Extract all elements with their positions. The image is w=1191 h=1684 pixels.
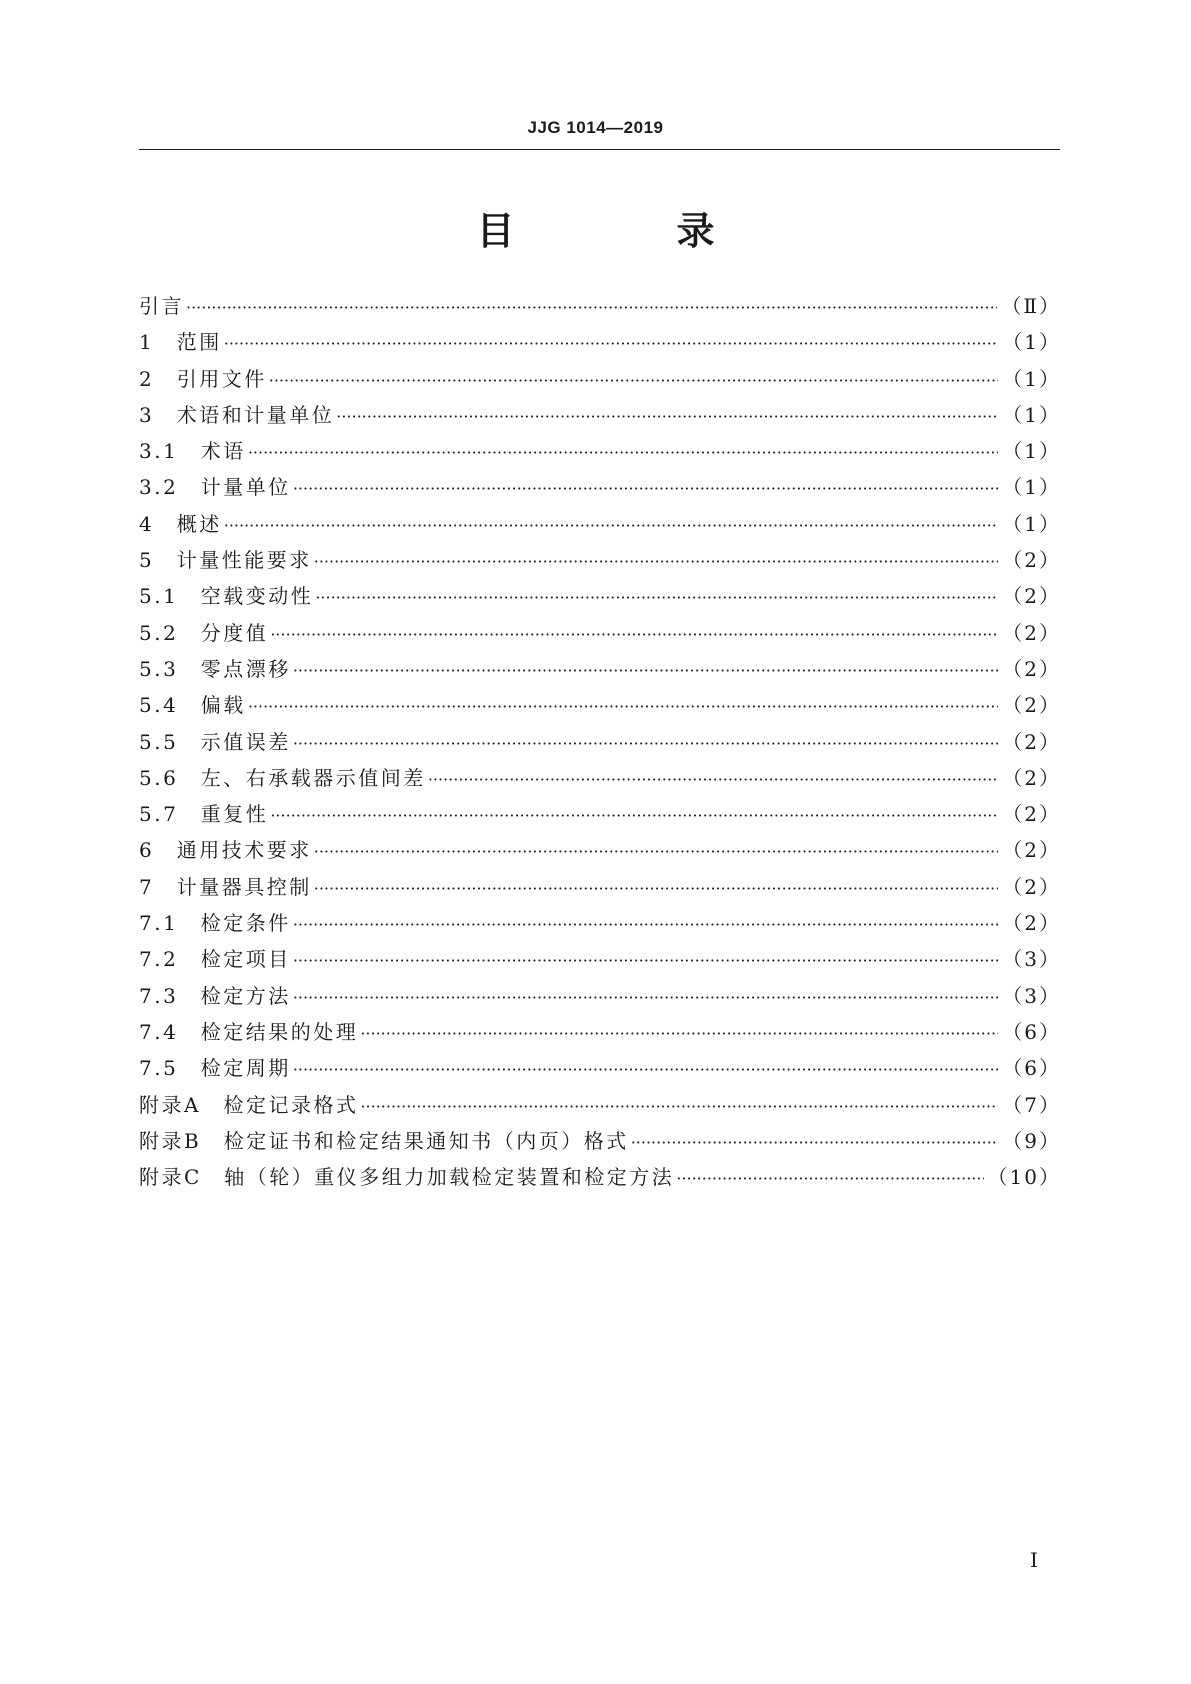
toc-entry-page: （2）: [1002, 802, 1061, 827]
toc-entry-label: 5.3 零点漂移: [139, 656, 291, 681]
toc-entry-label: 4 概述: [139, 511, 222, 536]
toc-entry-page: （1）: [1002, 330, 1061, 355]
toc-entry[interactable]: [139, 760, 1061, 796]
toc-entry[interactable]: [139, 832, 1061, 868]
toc-entry[interactable]: [139, 469, 1061, 505]
table-of-contents: [139, 288, 1061, 1195]
toc-entry-label: 5.5 示值误差: [139, 729, 291, 754]
dot-leader: [676, 1161, 983, 1197]
dot-leader: [269, 363, 999, 399]
toc-entry-label: 5.2 分度值: [139, 620, 269, 645]
toc-entry-page: （1）: [1002, 511, 1061, 536]
toc-entry-label: 6 通用技术要求: [139, 838, 312, 863]
toc-entry-page: （1）: [1002, 402, 1061, 427]
toc-entry-label: 7.4 检定结果的处理: [139, 1019, 359, 1044]
toc-entry-label: 引言: [139, 294, 184, 318]
toc-title: 目 录: [476, 209, 777, 253]
dot-leader: [293, 943, 998, 979]
dot-leader: [293, 653, 998, 689]
toc-entry-page: （6）: [1002, 1056, 1061, 1081]
toc-entry[interactable]: [139, 433, 1061, 469]
toc-entry-label: 7.1 检定条件: [139, 911, 291, 936]
toc-entry[interactable]: [139, 1159, 1061, 1195]
standard-number-header: JJG 1014—2019: [527, 118, 664, 137]
dot-leader: [270, 798, 998, 834]
toc-entry-page: （1）: [1002, 475, 1061, 500]
toc-entry[interactable]: [139, 506, 1061, 542]
page-number: Ⅰ: [1030, 1548, 1038, 1572]
dot-leader: [248, 435, 998, 471]
dot-leader: [314, 871, 999, 907]
toc-entry[interactable]: [139, 578, 1061, 614]
toc-entry-page: （2）: [1002, 548, 1061, 573]
dot-leader: [293, 907, 998, 943]
toc-entry-label: 附录A 检定记录格式: [139, 1092, 359, 1117]
dot-leader: [224, 326, 999, 362]
toc-entry[interactable]: [139, 615, 1061, 651]
toc-entry-label: 5.7 重复性: [139, 802, 269, 827]
toc-entry-page: （Ⅱ）: [1001, 294, 1061, 318]
toc-entry-page: （6）: [1002, 1019, 1061, 1044]
toc-entry[interactable]: [139, 361, 1061, 397]
toc-entry-page: （7）: [1002, 1092, 1061, 1117]
toc-entry-label: 3.2 计量单位: [139, 475, 291, 500]
dot-leader: [293, 1052, 998, 1088]
toc-entry-label: 3 术语和计量单位: [139, 402, 335, 427]
toc-entry[interactable]: [139, 542, 1061, 578]
toc-entry-label: 5.4 偏载: [139, 693, 246, 718]
dot-leader: [315, 580, 998, 616]
dot-leader: [314, 544, 999, 580]
toc-entry[interactable]: [139, 397, 1061, 433]
toc-entry-page: （3）: [1002, 983, 1061, 1008]
toc-entry[interactable]: [139, 905, 1061, 941]
toc-entry-page: （2）: [1002, 838, 1061, 863]
toc-entry-label: 5.1 空载变动性: [139, 584, 314, 609]
toc-entry-label: 7.5 检定周期: [139, 1056, 291, 1081]
toc-entry-label: 5 计量性能要求: [139, 548, 312, 573]
toc-entry[interactable]: [139, 978, 1061, 1014]
toc-entry-page: （2）: [1002, 765, 1061, 790]
toc-entry-label: 附录B 检定证书和检定结果通知书（内页）格式: [139, 1128, 629, 1153]
toc-entry-label: 附录C 轴（轮）重仪多组力加载检定装置和检定方法: [139, 1165, 675, 1190]
toc-entry-label: 1 范围: [139, 330, 222, 355]
dot-leader: [360, 1089, 998, 1125]
toc-entry[interactable]: [139, 869, 1061, 905]
toc-entry[interactable]: [139, 687, 1061, 723]
dot-leader: [186, 290, 997, 326]
toc-entry[interactable]: [139, 724, 1061, 760]
toc-entry-page: （1）: [1002, 366, 1061, 391]
toc-entry[interactable]: [139, 1014, 1061, 1050]
toc-entry-label: 2 引用文件: [139, 366, 267, 391]
toc-entry[interactable]: [139, 1123, 1061, 1159]
dot-leader: [293, 471, 998, 507]
toc-entry-page: （2）: [1002, 729, 1061, 754]
toc-entry-page: （9）: [1002, 1128, 1061, 1153]
toc-entry-label: 7.2 检定项目: [139, 947, 291, 972]
dot-leader: [248, 689, 998, 725]
toc-entry-page: （2）: [1002, 874, 1061, 899]
dot-leader: [293, 980, 998, 1016]
dot-leader: [314, 834, 999, 870]
toc-entry[interactable]: [139, 1050, 1061, 1086]
toc-entry-page: （2）: [1002, 584, 1061, 609]
toc-entry-label: 7.3 检定方法: [139, 983, 291, 1008]
toc-entry[interactable]: [139, 1087, 1061, 1123]
dot-leader: [360, 1016, 998, 1052]
toc-entry[interactable]: [139, 288, 1061, 324]
dot-leader: [631, 1125, 999, 1161]
toc-entry-label: 7 计量器具控制: [139, 874, 312, 899]
toc-entry-label: 5.6 左、右承载器示值间差: [139, 765, 426, 790]
header-divider: [139, 149, 1060, 150]
toc-entry[interactable]: [139, 324, 1061, 360]
toc-entry-page: （1）: [1002, 439, 1061, 464]
toc-entry[interactable]: [139, 651, 1061, 687]
toc-entry-page: （2）: [1002, 620, 1061, 645]
toc-entry-page: （2）: [1002, 693, 1061, 718]
toc-entry-page: （10）: [987, 1165, 1061, 1190]
dot-leader: [293, 726, 998, 762]
toc-entry[interactable]: [139, 941, 1061, 977]
toc-entry-page: （2）: [1002, 911, 1061, 936]
dot-leader: [270, 617, 998, 653]
dot-leader: [428, 762, 998, 798]
toc-entry-page: （2）: [1002, 656, 1061, 681]
dot-leader: [224, 508, 999, 544]
dot-leader: [336, 399, 998, 435]
toc-entry-label: 3.1 术语: [139, 439, 246, 464]
toc-entry-page: （3）: [1002, 947, 1061, 972]
toc-entry[interactable]: [139, 796, 1061, 832]
